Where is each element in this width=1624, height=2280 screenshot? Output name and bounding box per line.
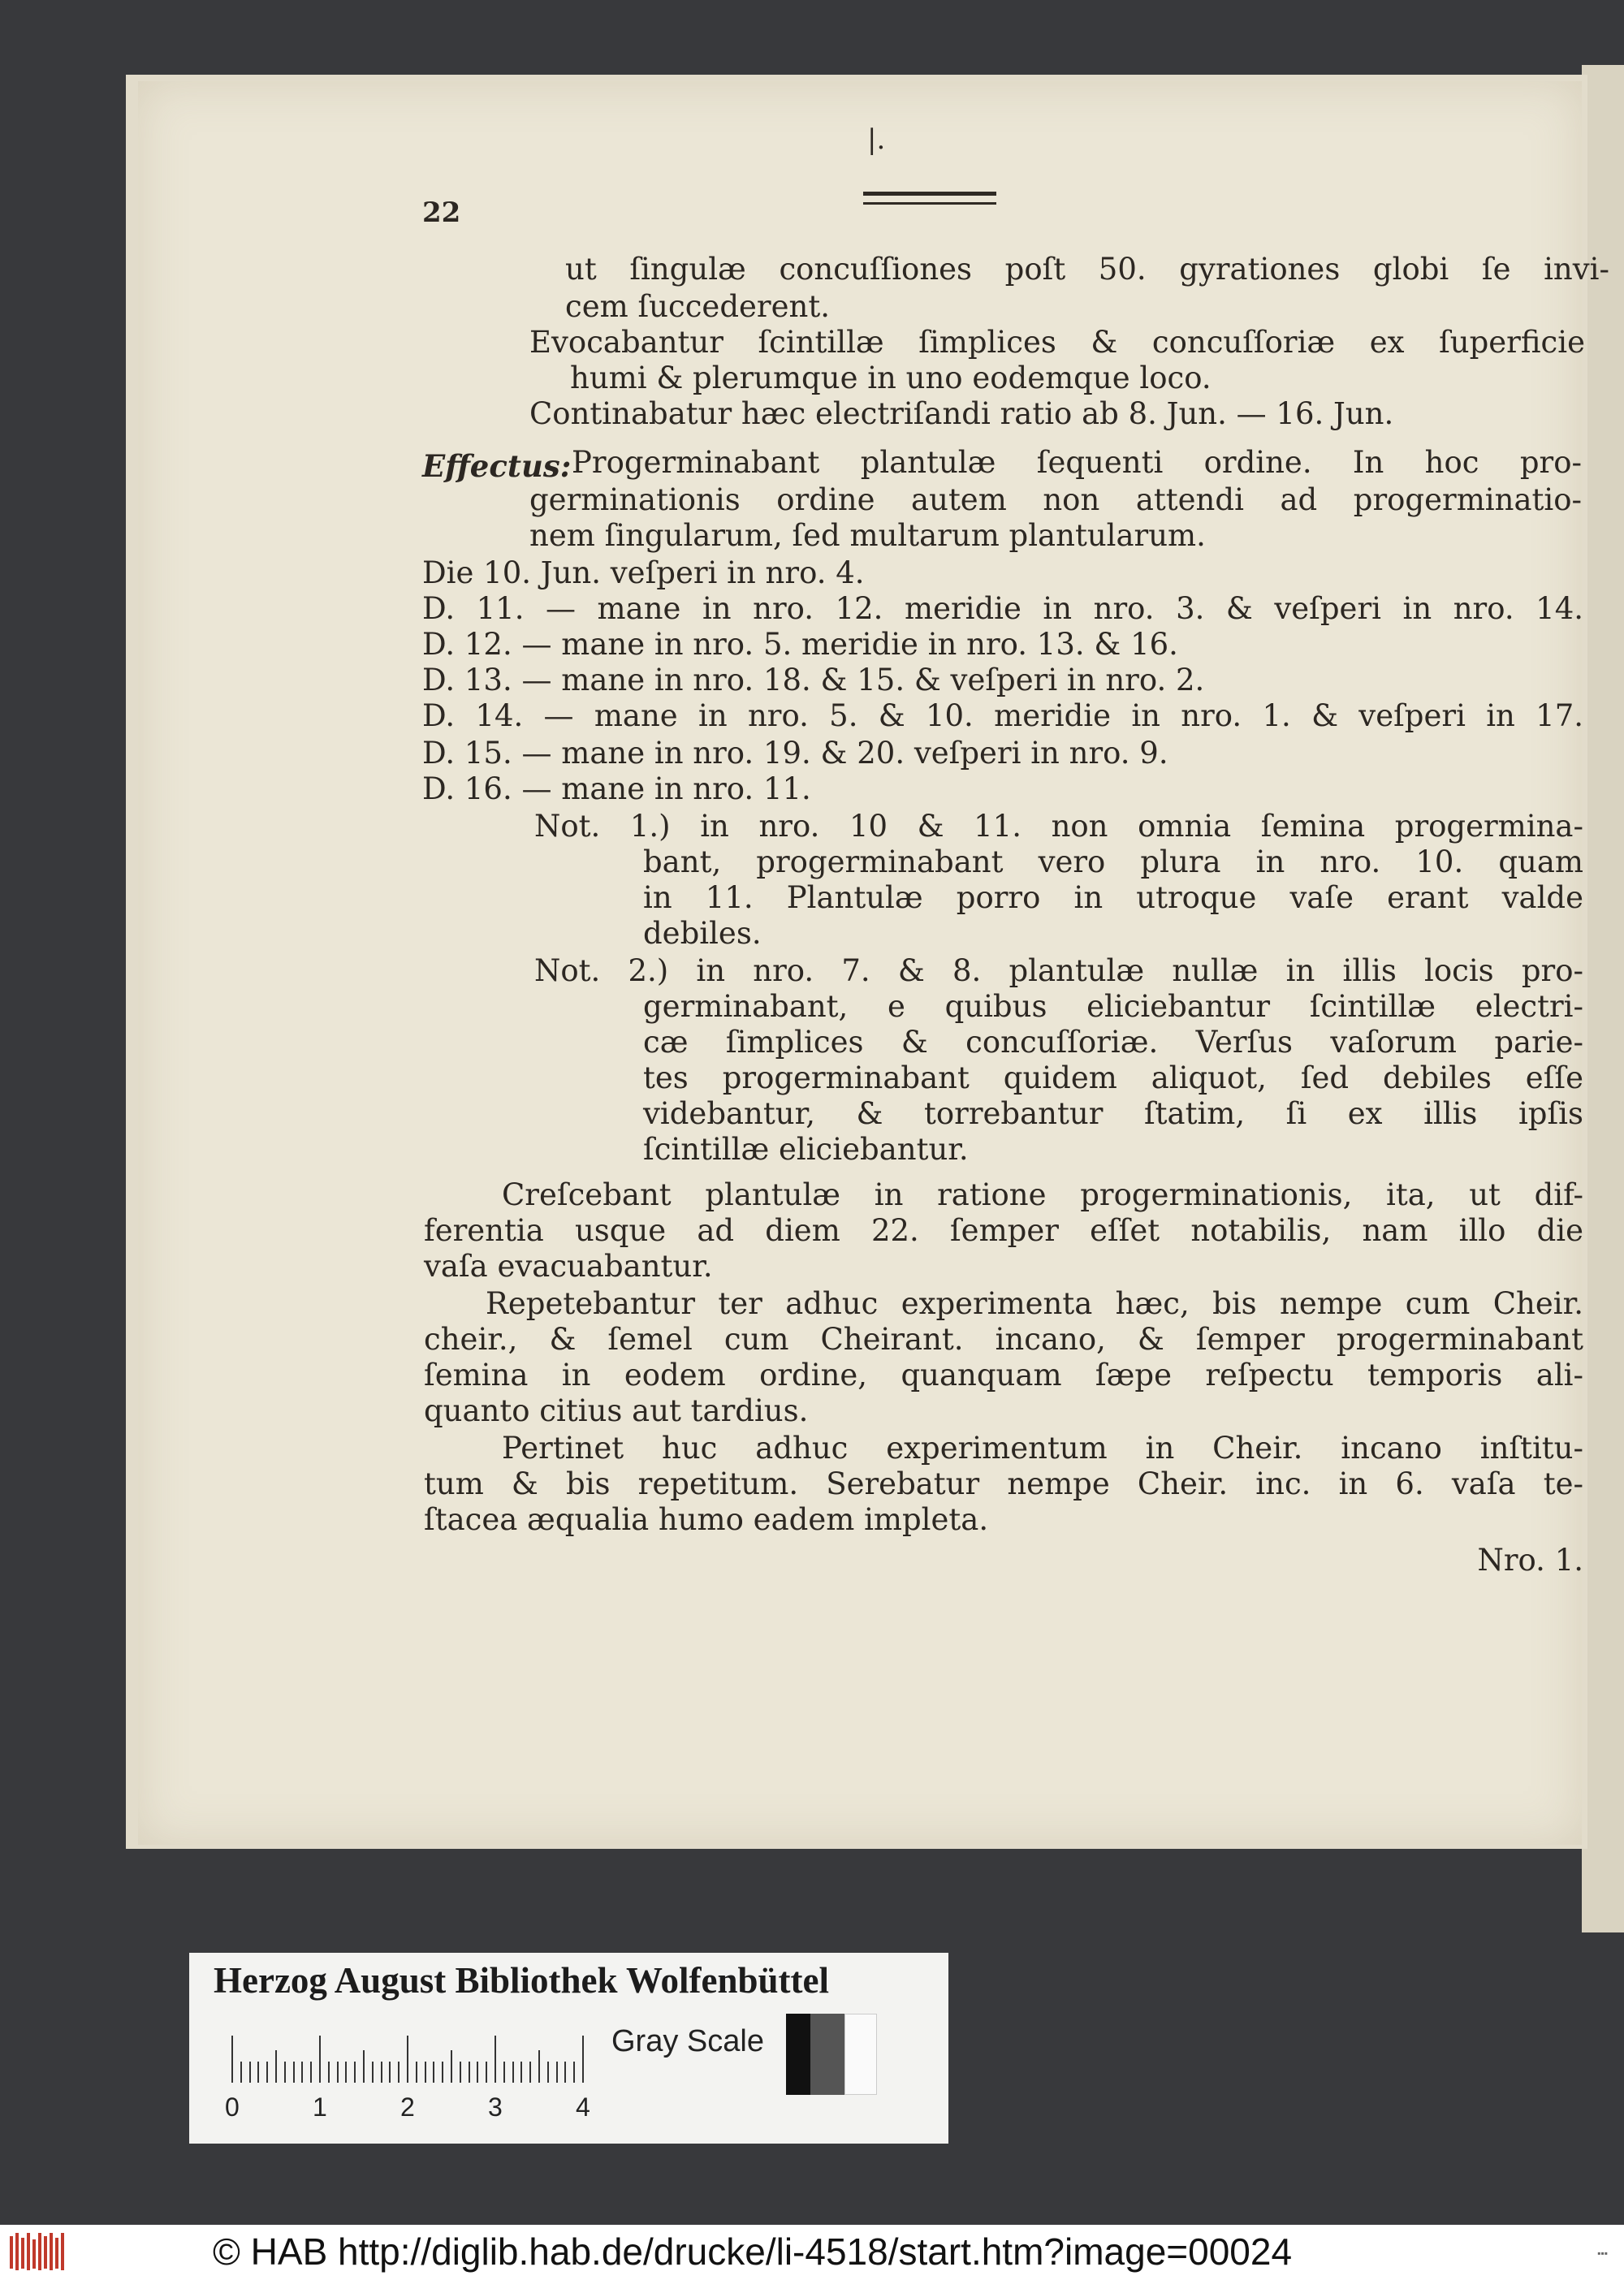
library-name: Herzog August Bibliothek Wolfenbüttel xyxy=(214,1960,829,2001)
ruler-tick xyxy=(547,2062,549,2083)
measurement-ruler xyxy=(214,2034,571,2083)
text-line: Pertinet huc adhuc experimentum in Cheir. incano inſtitu- xyxy=(502,1431,1583,1466)
text-line: tes progerminabant quidem aliquot, ſed debiles eſſe xyxy=(643,1060,1583,1095)
ruler-tick xyxy=(398,2062,400,2083)
text-line: Evocabantur ſcintillæ ſimplices & concuſſoriæ ex ſuperficie xyxy=(529,325,1585,360)
ruler-tick xyxy=(266,2062,268,2083)
header-rule xyxy=(863,192,996,205)
gray-patch-light xyxy=(844,2014,877,2095)
ruler-tick xyxy=(249,2062,251,2083)
text-line: D. 16. — mane in nro. 11. xyxy=(422,771,811,806)
color-scale-card xyxy=(189,1953,948,2144)
footer-bar xyxy=(0,2225,1624,2280)
ruler-tick xyxy=(520,2062,522,2083)
text-line: ut ſingulæ concuſſiones poſt 50. gyrationes globi ſe invi- xyxy=(565,252,1609,287)
book-spine-edge xyxy=(1582,65,1624,1932)
gray-scale-patches xyxy=(786,2014,877,2095)
text-line: videbantur, & torrebantur ſtatim, ſi ex illis ipſis xyxy=(643,1096,1583,1131)
ruler-number: 4 xyxy=(576,2092,590,2122)
text-line: ſcintillæ eliciebantur. xyxy=(643,1132,969,1167)
ruler-number: 3 xyxy=(488,2092,503,2122)
text-line: humi & plerumque in uno eodemque loco. xyxy=(570,361,1212,395)
book-page xyxy=(138,81,1609,1845)
text-line: tum & bis repetitum. Serebatur nempe Cheir. inc. in 6. vaſa te- xyxy=(424,1466,1583,1501)
ruler-tick xyxy=(477,2062,478,2083)
gray-patch-black xyxy=(786,2014,810,2095)
text-line: Not. 1.) in nro. 10 & 11. non omnia ſemina progermina- xyxy=(534,809,1583,844)
catchword: Nro. 1. xyxy=(1477,1543,1583,1578)
ruler-tick xyxy=(573,2062,575,2083)
text-line: Creſcebant plantulæ in ratione progerminationis, ita, ut dif- xyxy=(502,1177,1583,1212)
text-line: Continabatur hæc electriſandi ratio ab 8. Jun. — 16. Jun. xyxy=(529,396,1394,431)
ruler-tick xyxy=(240,2062,242,2083)
text-line: Die 10. Jun. veſperi in nro. 4. xyxy=(422,555,865,590)
ruler-tick xyxy=(293,2062,295,2083)
gray-patch-dark xyxy=(810,2014,844,2095)
copyright-url: © HAB http://diglib.hab.de/drucke/li-4518/start.htm?image=00024 xyxy=(213,2230,1293,2273)
text-line: D. 15. — mane in nro. 19. & 20. veſperi in nro. 9. xyxy=(422,736,1168,771)
text-line: ferentia usque ad diem 22. ſemper eſſet notabilis, nam illo die xyxy=(424,1213,1583,1248)
ruler-tick xyxy=(529,2062,531,2083)
top-mark: |. xyxy=(867,123,886,156)
ruler-tick xyxy=(564,2062,566,2083)
text-line: debiles. xyxy=(643,916,762,951)
ruler-tick xyxy=(582,2036,584,2083)
ruler-tick xyxy=(381,2062,382,2083)
text-line: D. 14. — mane in nro. 5. & 10. meridie in nro. 1. & veſperi in 17. xyxy=(422,698,1583,733)
ruler-tick xyxy=(354,2062,356,2083)
text-line: cem ſuccederent. xyxy=(565,289,830,324)
ruler-tick xyxy=(503,2062,505,2083)
ruler-tick xyxy=(363,2050,365,2083)
text-line: germinationis ordine autem non attendi ad progerminatio- xyxy=(529,482,1582,517)
text-line: in 11. Plantulæ porro in utroque vaſe erant valde xyxy=(643,880,1583,915)
text-line: vaſa evacuabantur. xyxy=(424,1249,713,1284)
ruler-tick xyxy=(495,2036,496,2083)
text-line: Not. 2.) in nro. 7. & 8. plantulæ nullæ in illis locis pro- xyxy=(534,953,1583,988)
ruler-tick xyxy=(310,2062,312,2083)
ruler-tick xyxy=(337,2062,339,2083)
ruler-tick xyxy=(284,2062,286,2083)
text-line: cheir., & ſemel cum Cheirant. incano, & ſemper progerminabant xyxy=(424,1322,1583,1357)
text-line: Repetebantur ter adhuc experimenta hæc, bis nempe cum Cheir. xyxy=(486,1286,1583,1321)
ruler-tick xyxy=(512,2062,514,2083)
ruler-number: 0 xyxy=(225,2092,240,2122)
text-line: germinabant, e quibus eliciebantur ſcintillæ electri- xyxy=(643,989,1583,1024)
ruler-tick xyxy=(538,2050,540,2083)
ruler-tick xyxy=(460,2062,461,2083)
ruler-tick xyxy=(433,2062,434,2083)
ruler-number: 2 xyxy=(400,2092,415,2122)
text-line: D. 13. — mane in nro. 18. & 15. & veſperi in nro. 2. xyxy=(422,663,1205,697)
ruler-tick xyxy=(416,2062,417,2083)
ruler-number: 1 xyxy=(313,2092,327,2122)
effectus-label: Effectus: xyxy=(422,448,572,484)
ruler-tick xyxy=(556,2062,558,2083)
text-line: ſemina in eodem ordine, quanquam ſæpe reſpectu temporis ali- xyxy=(424,1358,1583,1393)
ruler-tick xyxy=(389,2062,391,2083)
text-line: D. 12. — mane in nro. 5. meridie in nro. 13. & 16. xyxy=(422,627,1178,662)
ruler-tick xyxy=(231,2036,233,2083)
ruler-tick xyxy=(319,2036,321,2083)
ruler-tick xyxy=(425,2062,426,2083)
ruler-tick xyxy=(451,2050,452,2083)
text-line: ſtacea æqualia humo eadem impleta. xyxy=(424,1502,989,1537)
ruler-tick xyxy=(372,2062,374,2083)
page-number: 22 xyxy=(422,196,461,229)
text-line: cæ ſimplices & concuſſoriæ. Verſus vaſorum parie- xyxy=(643,1025,1583,1060)
ruler-tick xyxy=(486,2062,487,2083)
text-line: Progerminabant plantulæ ſequenti ordine. In hoc pro- xyxy=(572,445,1582,480)
ruler-tick xyxy=(328,2062,330,2083)
text-line: bant, progerminabant vero plura in nro. 10. quam xyxy=(643,844,1583,879)
text-line: D. 11. — mane in nro. 12. meridie in nro. 3. & veſperi in nro. 14. xyxy=(422,591,1583,626)
footer-marks: ▪▪▪ xyxy=(1597,2248,1608,2259)
gray-scale-label: Gray Scale xyxy=(611,2024,764,2058)
ruler-tick xyxy=(469,2062,470,2083)
ruler-tick xyxy=(442,2062,443,2083)
hab-logo-icon xyxy=(8,2231,68,2274)
ruler-tick xyxy=(275,2050,277,2083)
ruler-tick xyxy=(257,2062,259,2083)
text-line: quanto citius aut tardius. xyxy=(424,1393,809,1428)
text-line: nem ſingularum, ſed multarum plantularum. xyxy=(529,518,1206,553)
ruler-tick xyxy=(345,2062,347,2083)
ruler-tick xyxy=(407,2036,408,2083)
ruler-tick xyxy=(301,2062,303,2083)
